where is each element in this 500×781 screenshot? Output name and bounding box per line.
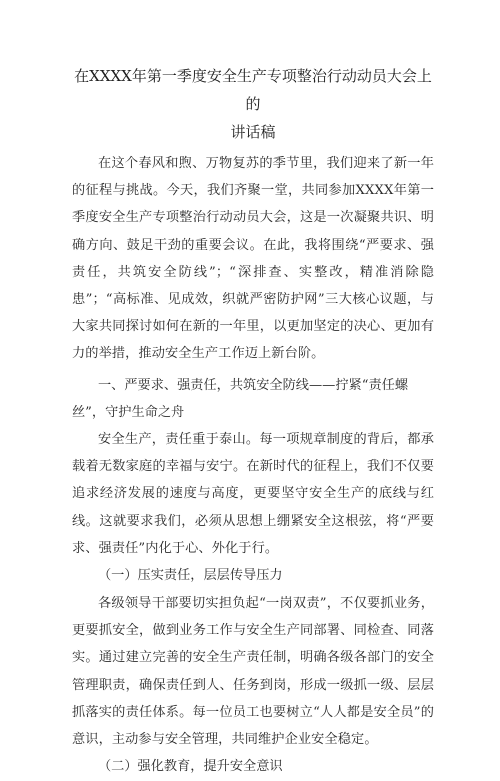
intro-paragraph: 在这个春风和煦、万物复苏的季节里，我们迎来了新一年的征程与挑战。今天，我们齐聚一堂，共同参加XXXX年第一季度安全生产专项整治行动动员大会，这是一次凝聚共识、明确方向、鼓足干劲的重要会议。在此，我将围绕“严要求、强责任，共筑安全防线”；“深排查、实整改，精准消除隐患”；“高标准、见成效，织就严密防护网”三大核心议题，与大家共同探讨如何在新的一年里，以更加坚定的决心、更加有力的举措，推动安全生产工作迈上新台阶。 [72,156,434,362]
subsection-2-heading: （二）强化教育，提升安全意识 [98,759,283,775]
document-page [72,62,434,781]
subsection-1-heading: （一）压实责任，层层传导压力 [98,568,283,584]
section-1-paragraph: 安全生产，责任重于泰山。每一项规章制度的背后，都承载着无数家庭的幸福与安宁。在新时代的征程上，我们不仅要追求经济发展的速度与高度，更要坚守安全生产的底线与红线。这就要求我们，必须从思想上绷紧安全这根弦，将“严要求、强责任”内化于心、外化于行。 [72,432,434,556]
document-title-line-1: 在XXXX年第一季度安全生产专项整治行动动员大会上的 [74,67,432,113]
subsection-1-paragraph: 各级领导干部要切实担负起“一岗双责”，不仅要抓业务，更要抓安全，做到业务工作与安全生产同部署、同检查、同落实。通过建立完善的安全生产责任制，明确各级各部门的安全管理职责，确保责任到人、任务到岗，形成一级抓一级、层层抓落实的责任体系。每一位员工也要树立“人人都是安全员”的意识，主动参与安全管理，共同维护企业安全稳定。 [72,596,434,748]
document-title-line-2: 讲话稿 [230,123,276,141]
section-1-heading: 一、严要求、强责任，共筑安全防线——拧紧“责任螺丝”，守护生命之舟 [72,377,409,420]
